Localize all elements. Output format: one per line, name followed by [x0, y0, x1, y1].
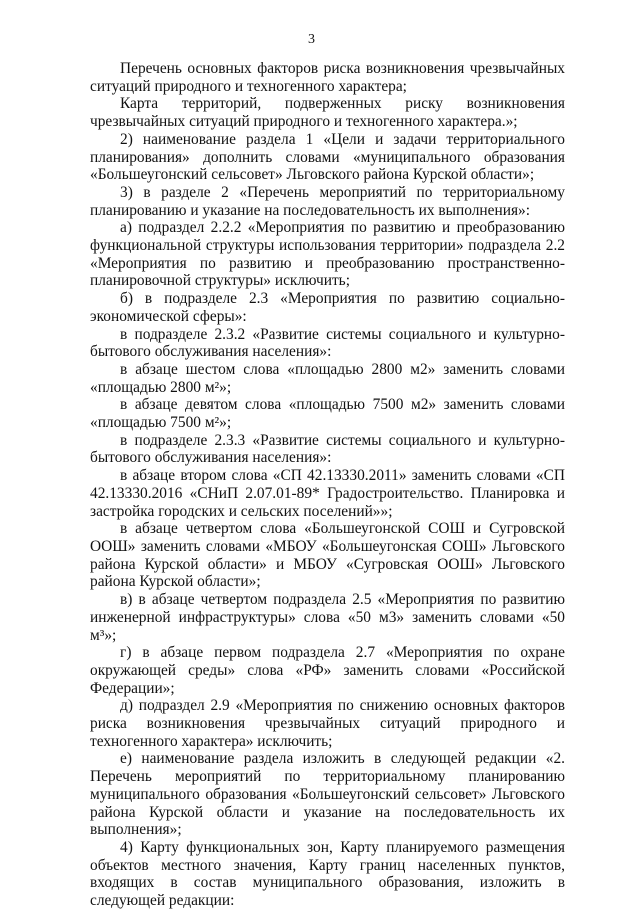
paragraph: в подразделе 2.3.3 «Развитие системы социального и культурно-бытового обслуживания населения»: [90, 431, 565, 467]
paragraph: в абзаце четвертом слова «Большеугонской СОШ и Сугровской ООШ» заменить словами «МБОУ «Большеугонская СОШ» Льговского района Курской области» и МБОУ «Сугровская ООШ» Льговского района Курской области»; [90, 520, 565, 591]
paragraph: в) в абзаце четвертом подраздела 2.5 «Мероприятия по развитию инженерной инфраструктуры» слова «50 м3» заменить словами «50 м³»; [90, 591, 565, 644]
paragraph: в подразделе 2.3.2 «Развитие системы социального и культурно-бытового обслуживания населения»: [90, 325, 565, 361]
paragraph: Карта территорий, подверженных риску возникновения чрезвычайных ситуаций природного и техногенного характера.»; [90, 95, 565, 131]
paragraph: 3) в разделе 2 «Перечень мероприятий по территориальному планированию и указание на последовательность их выполнения»: [90, 183, 565, 219]
paragraph: г) в абзаце первом подраздела 2.7 «Мероприятия по охране окружающей среды» слова «РФ» заменить словами «Российской Федерации»; [90, 644, 565, 697]
paragraph: б) в подразделе 2.3 «Мероприятия по развитию социально-экономической сферы»: [90, 290, 565, 325]
paragraph: 2) наименование раздела 1 «Цели и задачи территориального планирования» дополнить словами «муниципального образования «Большеугонский сельсовет» Льговского района Курской области»; [90, 130, 565, 184]
document-body [90, 60, 565, 910]
paragraph: в абзаце втором слова «СП 42.13330.2011» заменить словами «СП 42.13330.2016 «СНиП 2.07.01-89* Градостроительство. Планировка и застройка городских и сельских поселений»»; [90, 467, 565, 520]
paragraph: в абзаце шестом слова «площадью 2800 м2» заменить словами «площадью 2800 м²»; [90, 360, 565, 396]
page-number: 3 [308, 32, 315, 47]
paragraph: Перечень основных факторов риска возникновения чрезвычайных ситуаций природного и техногенного характера; [90, 60, 565, 95]
paragraph: в абзаце девятом слова «площадью 7500 м2» заменить словами «площадью 7500 м²»; [90, 396, 565, 432]
paragraph: д) подраздел 2.9 «Мероприятия по снижению основных факторов риска возникновения чрезвычайных ситуаций природного и техногенного характера» исключить; [90, 697, 565, 750]
paragraph: а) подраздел 2.2.2 «Мероприятия по развитию и преобразованию функциональной структуры использования территории» подраздела 2.2 «Мероприятия по развитию и преобразованию пространственно-планировочной структуры» исключить; [90, 219, 565, 290]
paragraph: е) наименование раздела изложить в следующей редакции «2. Перечень мероприятий по территориальному планированию муниципального образования «Большеугонский сельсовет» Льговского района Курской области и указание на последовательность их выполнения»; [90, 750, 565, 839]
paragraph: 4) Карту функциональных зон, Карту планируемого размещения объектов местного значения, Карту границ населенных пунктов, входящих в состав муниципального образования, изложить в следующей редакции: [90, 838, 565, 910]
